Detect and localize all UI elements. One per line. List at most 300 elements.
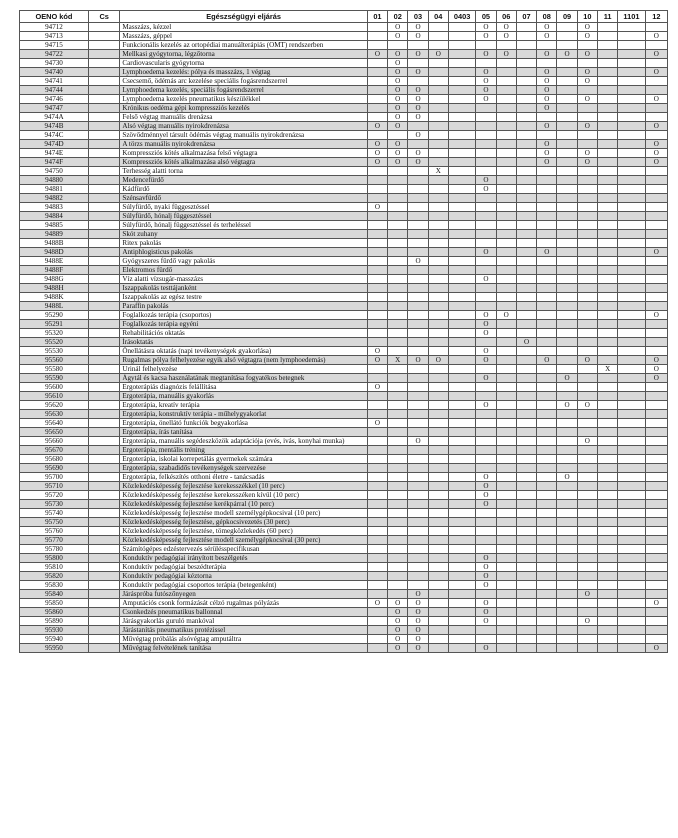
mark-cell: O — [537, 32, 557, 41]
mark-cell: O — [408, 590, 428, 599]
mark-cell — [577, 320, 597, 329]
mark-cell — [537, 536, 557, 545]
oeno-code-cell: 95860 — [20, 608, 89, 617]
mark-cell — [428, 608, 448, 617]
mark-cell — [577, 572, 597, 581]
column-header: 11 — [597, 11, 617, 23]
mark-cell — [645, 617, 667, 626]
mark-cell — [496, 266, 516, 275]
mark-cell — [388, 329, 408, 338]
mark-cell — [577, 266, 597, 275]
mark-cell: O — [367, 347, 387, 356]
mark-cell — [597, 374, 617, 383]
procedure-name-cell: Ergoterápia, kreatív terápia — [120, 401, 367, 410]
mark-cell — [597, 329, 617, 338]
mark-cell: O — [408, 131, 428, 140]
procedure-name-cell: Közlekedésképesség fejlesztése kerekesszékkel (10 perc) — [120, 482, 367, 491]
cs-cell — [88, 302, 119, 311]
mark-cell — [428, 527, 448, 536]
mark-cell — [367, 536, 387, 545]
cs-cell — [88, 158, 119, 167]
mark-cell — [448, 68, 475, 77]
mark-cell — [537, 608, 557, 617]
mark-cell — [388, 176, 408, 185]
mark-cell — [597, 293, 617, 302]
mark-cell: O — [577, 590, 597, 599]
mark-cell — [367, 626, 387, 635]
mark-cell — [476, 221, 496, 230]
mark-cell — [496, 176, 516, 185]
mark-cell — [388, 383, 408, 392]
table-row — [20, 392, 668, 401]
mark-cell — [537, 401, 557, 410]
mark-cell — [388, 392, 408, 401]
mark-cell — [645, 329, 667, 338]
mark-cell — [537, 212, 557, 221]
mark-cell — [618, 194, 645, 203]
table-row — [20, 437, 668, 446]
procedure-name-cell: Krónikus oedéma gépi kompressziós kezelés — [120, 104, 367, 113]
mark-cell: O — [476, 32, 496, 41]
mark-cell — [557, 383, 577, 392]
mark-cell: O — [476, 599, 496, 608]
mark-cell: O — [577, 356, 597, 365]
mark-cell — [428, 122, 448, 131]
mark-cell — [618, 95, 645, 104]
mark-cell — [618, 212, 645, 221]
mark-cell: O — [577, 122, 597, 131]
mark-cell — [448, 410, 475, 419]
mark-cell: O — [476, 176, 496, 185]
mark-cell — [408, 401, 428, 410]
mark-cell — [408, 554, 428, 563]
mark-cell — [537, 59, 557, 68]
mark-cell — [367, 455, 387, 464]
mark-cell — [496, 329, 516, 338]
mark-cell — [577, 113, 597, 122]
mark-cell — [496, 104, 516, 113]
mark-cell: O — [537, 86, 557, 95]
mark-cell — [388, 248, 408, 257]
mark-cell — [476, 302, 496, 311]
cs-cell — [88, 275, 119, 284]
procedure-name-cell: Ergoterápia, mentális tréning — [120, 446, 367, 455]
procedure-name-cell: Iszappakolás testtájanként — [120, 284, 367, 293]
mark-cell — [388, 455, 408, 464]
table-row — [20, 626, 668, 635]
mark-cell — [597, 581, 617, 590]
mark-cell — [408, 482, 428, 491]
mark-cell — [618, 275, 645, 284]
cs-cell — [88, 329, 119, 338]
mark-cell — [428, 41, 448, 50]
mark-cell: O — [645, 248, 667, 257]
mark-cell — [428, 464, 448, 473]
mark-cell — [516, 239, 536, 248]
mark-cell — [428, 149, 448, 158]
cs-cell — [88, 113, 119, 122]
mark-cell — [496, 194, 516, 203]
cs-cell — [88, 131, 119, 140]
mark-cell — [557, 68, 577, 77]
oeno-code-cell: 95800 — [20, 554, 89, 563]
table-body — [20, 23, 668, 653]
mark-cell: O — [577, 68, 597, 77]
mark-cell — [496, 590, 516, 599]
mark-cell — [516, 248, 536, 257]
mark-cell: O — [476, 482, 496, 491]
mark-cell — [537, 644, 557, 653]
mark-cell — [388, 212, 408, 221]
mark-cell — [408, 221, 428, 230]
mark-cell — [597, 275, 617, 284]
mark-cell — [537, 221, 557, 230]
mark-cell — [408, 203, 428, 212]
mark-cell — [408, 446, 428, 455]
mark-cell — [577, 464, 597, 473]
mark-cell — [476, 41, 496, 50]
mark-cell — [557, 356, 577, 365]
mark-cell — [428, 644, 448, 653]
mark-cell — [597, 338, 617, 347]
mark-cell: O — [645, 158, 667, 167]
mark-cell — [516, 311, 536, 320]
mark-cell — [496, 122, 516, 131]
mark-cell — [618, 635, 645, 644]
procedure-name-cell: Masszázs, géppel — [120, 32, 367, 41]
mark-cell — [496, 527, 516, 536]
mark-cell — [516, 581, 536, 590]
mark-cell: O — [537, 68, 557, 77]
mark-cell — [537, 347, 557, 356]
mark-cell — [496, 608, 516, 617]
mark-cell — [408, 122, 428, 131]
column-header: 06 — [496, 11, 516, 23]
mark-cell: O — [367, 203, 387, 212]
mark-cell — [496, 230, 516, 239]
procedure-name-cell: Gyógyszeres fürdő vagy pakolás — [120, 257, 367, 266]
mark-cell — [496, 500, 516, 509]
oeno-code-cell: 95600 — [20, 383, 89, 392]
mark-cell — [557, 365, 577, 374]
procedure-name-cell: A törzs manuális nyirokdrenázsa — [120, 140, 367, 149]
mark-cell — [618, 356, 645, 365]
mark-cell — [496, 41, 516, 50]
mark-cell — [428, 572, 448, 581]
mark-cell — [516, 185, 536, 194]
procedure-name-cell: Medencefürdő — [120, 176, 367, 185]
mark-cell — [476, 464, 496, 473]
procedure-name-cell: Alsó végtag manuális nyirokdrenázsa — [120, 122, 367, 131]
mark-cell — [496, 473, 516, 482]
cs-cell — [88, 50, 119, 59]
mark-cell — [645, 455, 667, 464]
mark-cell — [516, 491, 536, 500]
cs-cell — [88, 509, 119, 518]
cs-cell — [88, 59, 119, 68]
mark-cell — [597, 266, 617, 275]
mark-cell — [537, 545, 557, 554]
mark-cell — [448, 230, 475, 239]
mark-cell — [618, 563, 645, 572]
mark-cell — [618, 608, 645, 617]
mark-cell — [645, 59, 667, 68]
mark-cell — [448, 212, 475, 221]
table-row — [20, 500, 668, 509]
mark-cell — [645, 302, 667, 311]
mark-cell — [597, 518, 617, 527]
mark-cell — [388, 518, 408, 527]
mark-cell — [537, 338, 557, 347]
mark-cell — [557, 410, 577, 419]
mark-cell — [496, 167, 516, 176]
mark-cell — [367, 617, 387, 626]
mark-cell — [618, 464, 645, 473]
mark-cell — [428, 239, 448, 248]
mark-cell: O — [557, 374, 577, 383]
mark-cell — [516, 374, 536, 383]
column-header: 12 — [645, 11, 667, 23]
cs-cell — [88, 554, 119, 563]
table-row — [20, 77, 668, 86]
mark-cell — [645, 482, 667, 491]
mark-cell — [516, 149, 536, 158]
mark-cell — [367, 95, 387, 104]
mark-cell — [557, 347, 577, 356]
mark-cell — [388, 590, 408, 599]
mark-cell — [645, 41, 667, 50]
mark-cell: O — [476, 23, 496, 32]
oeno-code-cell: 9488K — [20, 293, 89, 302]
mark-cell — [618, 167, 645, 176]
mark-cell — [645, 527, 667, 536]
mark-cell — [448, 419, 475, 428]
procedure-name-cell: Közlekedésképesség fejlesztése, tömegközlekedés (60 perc) — [120, 527, 367, 536]
mark-cell — [577, 248, 597, 257]
cs-cell — [88, 635, 119, 644]
mark-cell — [516, 104, 536, 113]
mark-cell — [448, 275, 475, 284]
mark-cell — [537, 41, 557, 50]
mark-cell — [448, 527, 475, 536]
table-row — [20, 212, 668, 221]
mark-cell — [516, 626, 536, 635]
mark-cell — [448, 644, 475, 653]
mark-cell — [408, 392, 428, 401]
mark-cell — [367, 482, 387, 491]
mark-cell — [557, 167, 577, 176]
mark-cell: O — [537, 50, 557, 59]
table-row — [20, 68, 668, 77]
mark-cell — [577, 482, 597, 491]
mark-cell — [618, 77, 645, 86]
mark-cell — [448, 167, 475, 176]
mark-cell — [448, 374, 475, 383]
mark-cell — [577, 527, 597, 536]
mark-cell — [516, 59, 536, 68]
oeno-code-cell: 94715 — [20, 41, 89, 50]
mark-cell — [537, 293, 557, 302]
table-row — [20, 599, 668, 608]
mark-cell — [645, 284, 667, 293]
mark-cell — [597, 347, 617, 356]
mark-cell — [496, 203, 516, 212]
mark-cell — [537, 257, 557, 266]
mark-cell — [516, 329, 536, 338]
mark-cell — [388, 284, 408, 293]
oeno-code-cell: 95710 — [20, 482, 89, 491]
mark-cell — [577, 635, 597, 644]
cs-cell — [88, 104, 119, 113]
mark-cell — [645, 104, 667, 113]
mark-cell — [537, 428, 557, 437]
procedure-name-cell: Ergoterápiás diagnózis felállítása — [120, 383, 367, 392]
mark-cell — [367, 329, 387, 338]
mark-cell — [577, 59, 597, 68]
mark-cell — [448, 563, 475, 572]
mark-cell — [367, 41, 387, 50]
mark-cell: O — [577, 32, 597, 41]
mark-cell — [537, 554, 557, 563]
mark-cell — [516, 68, 536, 77]
mark-cell — [618, 428, 645, 437]
mark-cell — [476, 626, 496, 635]
mark-cell — [597, 617, 617, 626]
cs-cell — [88, 257, 119, 266]
mark-cell — [367, 293, 387, 302]
mark-cell — [557, 140, 577, 149]
mark-cell — [597, 311, 617, 320]
mark-cell — [577, 176, 597, 185]
mark-cell — [448, 203, 475, 212]
mark-cell — [428, 590, 448, 599]
mark-cell — [448, 32, 475, 41]
mark-cell — [367, 581, 387, 590]
mark-cell: O — [408, 635, 428, 644]
mark-cell — [597, 32, 617, 41]
procedure-name-cell: Közlekedésképesség fejlesztése kerekesszéken kívül (10 perc) — [120, 491, 367, 500]
mark-cell — [597, 68, 617, 77]
mark-cell — [516, 131, 536, 140]
mark-cell — [557, 275, 577, 284]
mark-cell: O — [645, 365, 667, 374]
mark-cell — [645, 518, 667, 527]
mark-cell — [428, 131, 448, 140]
mark-cell — [597, 419, 617, 428]
mark-cell — [476, 509, 496, 518]
mark-cell — [448, 392, 475, 401]
mark-cell: O — [537, 95, 557, 104]
oeno-code-cell: 95620 — [20, 401, 89, 410]
mark-cell — [367, 563, 387, 572]
mark-cell — [597, 77, 617, 86]
mark-cell — [597, 446, 617, 455]
mark-cell — [537, 203, 557, 212]
mark-cell: O — [367, 158, 387, 167]
mark-cell — [577, 257, 597, 266]
mark-cell — [428, 302, 448, 311]
cs-cell — [88, 455, 119, 464]
mark-cell — [428, 185, 448, 194]
table-row — [20, 293, 668, 302]
mark-cell — [367, 608, 387, 617]
procedure-name-cell: Csecsemő, ödémás arc kezelése speciális fogásrendszerrel — [120, 77, 367, 86]
mark-cell — [496, 581, 516, 590]
mark-cell — [408, 383, 428, 392]
mark-cell — [597, 401, 617, 410]
mark-cell — [557, 635, 577, 644]
mark-cell — [557, 626, 577, 635]
mark-cell — [496, 536, 516, 545]
mark-cell — [516, 167, 536, 176]
mark-cell — [577, 275, 597, 284]
mark-cell — [645, 194, 667, 203]
oeno-code-cell: 95740 — [20, 509, 89, 518]
mark-cell — [557, 428, 577, 437]
mark-cell — [428, 104, 448, 113]
table-row — [20, 545, 668, 554]
mark-cell: O — [476, 401, 496, 410]
mark-cell — [408, 140, 428, 149]
procedure-name-cell: Közlekedésképesség fejlesztése kerékpárral (10 perc) — [120, 500, 367, 509]
mark-cell — [537, 473, 557, 482]
procedure-name-cell: Konduktív pedagógiai irányított beszélgetés — [120, 554, 367, 563]
mark-cell — [448, 518, 475, 527]
mark-cell — [557, 41, 577, 50]
mark-cell — [367, 302, 387, 311]
mark-cell — [496, 185, 516, 194]
mark-cell — [476, 338, 496, 347]
mark-cell — [367, 284, 387, 293]
mark-cell — [577, 212, 597, 221]
mark-cell — [516, 608, 536, 617]
mark-cell — [645, 563, 667, 572]
oeno-code-cell: 95840 — [20, 590, 89, 599]
mark-cell — [448, 473, 475, 482]
mark-cell — [645, 500, 667, 509]
table-row — [20, 311, 668, 320]
table-row — [20, 248, 668, 257]
mark-cell — [428, 140, 448, 149]
mark-cell — [408, 275, 428, 284]
mark-cell: O — [388, 149, 408, 158]
table-row — [20, 473, 668, 482]
oeno-code-cell: 95930 — [20, 626, 89, 635]
procedure-name-cell: Víz alatti vízsugár-masszázs — [120, 275, 367, 284]
oeno-code-cell: 95530 — [20, 347, 89, 356]
mark-cell: O — [577, 23, 597, 32]
column-header: 0403 — [448, 11, 475, 23]
mark-cell — [448, 41, 475, 50]
oeno-code-cell: 95820 — [20, 572, 89, 581]
mark-cell: O — [645, 140, 667, 149]
mark-cell — [597, 95, 617, 104]
procedure-name-cell: Foglalkozás terápia (csoportos) — [120, 311, 367, 320]
mark-cell — [476, 455, 496, 464]
mark-cell — [597, 527, 617, 536]
mark-cell: O — [388, 68, 408, 77]
mark-cell — [645, 176, 667, 185]
mark-cell — [577, 500, 597, 509]
cs-cell — [88, 410, 119, 419]
mark-cell — [428, 626, 448, 635]
mark-cell — [476, 131, 496, 140]
mark-cell — [388, 491, 408, 500]
mark-cell — [516, 23, 536, 32]
oeno-code-cell: 94885 — [20, 221, 89, 230]
mark-cell — [367, 590, 387, 599]
mark-cell — [408, 581, 428, 590]
